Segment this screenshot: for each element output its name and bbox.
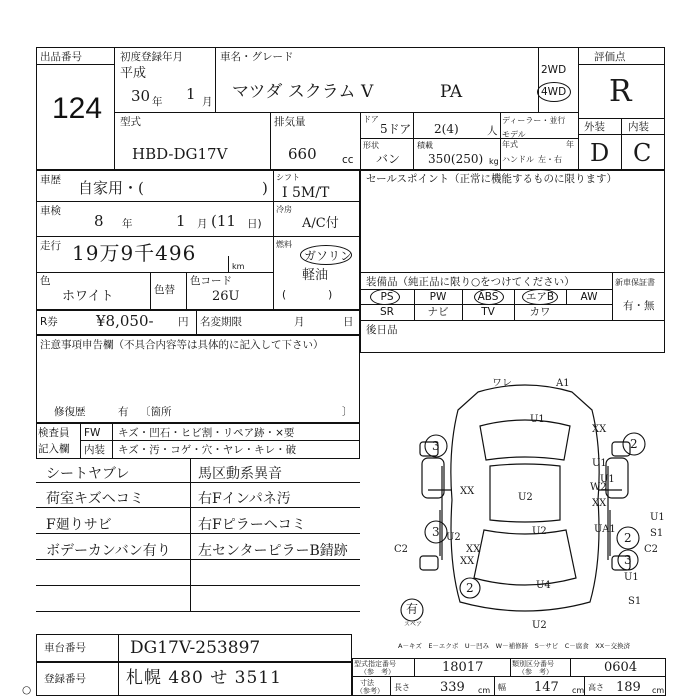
divider <box>36 507 360 508</box>
divider <box>150 272 151 310</box>
class-num-sub: （参 考） <box>518 668 553 676</box>
shape-value: バン <box>376 152 401 166</box>
model-value: HBD-DG17V <box>132 145 228 163</box>
displacement-value: 660 <box>288 145 317 163</box>
mark-s1-far: S1 <box>650 528 664 539</box>
model-label: 型式 <box>120 116 141 128</box>
dims-sub: （参考） <box>356 687 384 695</box>
inspector-label1: 検査員 <box>38 427 70 439</box>
lot-number: 124 <box>52 92 103 125</box>
mark-u1-rear: U1 <box>624 572 639 583</box>
comment-right-3: 右Fピラーヘコミ <box>198 517 306 533</box>
divider <box>114 47 115 170</box>
color-label: 色 <box>40 275 51 287</box>
divider <box>510 658 511 676</box>
chassis-label: 車台番号 <box>44 642 86 654</box>
warranty-value: 有・無 <box>623 300 655 312</box>
dims-wid: 147 <box>534 680 559 695</box>
score-label: 評価点 <box>594 51 626 63</box>
divider <box>36 482 360 483</box>
score-ext-label: 外装 <box>584 121 605 133</box>
first-reg-year: 30 <box>131 87 151 105</box>
history-value: 自家用・( <box>78 179 144 197</box>
divider <box>352 676 666 677</box>
handle-opts: 左・右 <box>538 155 562 164</box>
plate-label: 登録番号 <box>44 673 86 685</box>
color-swap-label: 色替 <box>154 284 175 296</box>
load-label: 積載 <box>417 141 433 150</box>
repair-label: 修復歴 <box>54 406 86 418</box>
divider <box>578 64 665 65</box>
inspection-month: 1 <box>176 212 186 230</box>
fuel-paren: ( ) <box>282 289 333 301</box>
divider <box>114 112 578 113</box>
car-grade-value: PA <box>440 82 463 102</box>
divider <box>36 236 360 237</box>
inspection-year: 8 <box>94 212 104 230</box>
mark-xx-tr: XX <box>592 424 607 435</box>
windshield <box>480 420 570 460</box>
dealer-model-label: モデル <box>502 130 526 139</box>
dealer-year-unit: 年 <box>566 140 574 149</box>
shift-value: I 5M/T <box>282 185 330 201</box>
equip-airbag-circle <box>522 289 558 305</box>
dims-len-label: 長さ <box>394 683 410 692</box>
fuel-value2: 軽油 <box>302 268 329 283</box>
equip-sr: SR <box>380 306 394 318</box>
inspector-label2: 記入欄 <box>38 443 70 455</box>
fuel-label: 燃料 <box>276 240 292 249</box>
page-mark: ○ <box>22 684 32 696</box>
mark-c2-right: C2 <box>644 544 659 555</box>
inspection-year-unit: 年 <box>122 218 133 230</box>
wheel-fr <box>612 442 630 456</box>
tire-rr: 3 <box>624 553 632 567</box>
color-code-value: 26U <box>212 289 240 304</box>
comment-right-4: 左センターピラーB錆跡 <box>198 543 348 559</box>
first-reg-month-unit: 月 <box>202 96 213 108</box>
sales-block <box>360 170 665 353</box>
mark-xx-left: XX <box>460 486 475 497</box>
spare-note: スペア <box>404 621 423 628</box>
inspector-ext-label: FW <box>84 427 101 439</box>
capacity-value: 2(4) <box>434 122 459 136</box>
load-unit: kg <box>489 157 499 166</box>
divider <box>584 676 585 696</box>
divider <box>360 320 665 321</box>
divider <box>270 112 271 170</box>
repair-value: 有 <box>118 406 129 418</box>
inspector-int-label: 内装 <box>84 444 105 456</box>
inspection-month-unit: 月 <box>197 218 208 230</box>
equip-abs-circle <box>474 289 504 305</box>
first-reg-month: 1 <box>186 85 196 103</box>
comment-right-1: 馬区動系異音 <box>198 466 282 482</box>
divider <box>190 459 191 611</box>
fuel-selected-circle <box>300 245 352 265</box>
car-name-label: 車名・グレード <box>220 51 294 63</box>
mark-u1-right: U1 <box>592 458 607 469</box>
mark-u2-bottom: U2 <box>532 620 547 631</box>
equip-tv: TV <box>481 306 495 318</box>
divider <box>36 611 360 612</box>
comment-left-3: F廻りサビ <box>46 517 112 533</box>
divider <box>36 64 114 65</box>
warranty-label: 新車保証書 <box>615 278 655 287</box>
ac-value: A/C付 <box>302 216 339 231</box>
color-code-label: 色コード <box>190 275 232 287</box>
sales-point-label: セールスポイント（正常に機能するものに限ります） <box>366 173 618 185</box>
legend: A－キズ E－エクボ U－凹み W－補修跡 S－サビ C－腐食 XX－交換済 <box>398 642 631 650</box>
mark-u1-mr: U1 <box>600 474 615 485</box>
mileage-label: 走行 <box>40 240 61 252</box>
deadline-label: 名変期限 <box>200 316 242 328</box>
recycle-unit: 円 <box>178 316 189 328</box>
tire-mr: 2 <box>624 531 632 545</box>
mark-c2-left: C2 <box>394 544 409 555</box>
class-num-label: 類別区分番号 <box>512 660 554 668</box>
capacity-unit: 人 <box>487 125 498 137</box>
lot-label: 出品番号 <box>40 51 82 63</box>
equip-leather: カワ <box>529 306 551 318</box>
divider <box>500 112 501 170</box>
divider <box>215 47 216 112</box>
recycle-value: ¥8,050- <box>96 312 154 330</box>
equip-abs: ABS <box>477 291 499 303</box>
first-reg-era: 平成 <box>120 66 147 81</box>
rear-window <box>474 530 576 585</box>
car-damage-diagram <box>380 370 670 632</box>
inspector-ext-items: キズ・凹石・ヒビ割・リペア跡・×要 <box>118 427 295 439</box>
score-int-value: C <box>633 139 652 167</box>
dims-hei-label: 高さ <box>588 683 604 692</box>
dims-hei: 189 <box>616 680 641 695</box>
comment-left-2: 荷室キズヘコミ <box>46 491 144 507</box>
dealer-label: ディーラー・並行 <box>502 116 566 125</box>
divider <box>80 423 81 459</box>
equipment-label: 装備品（純正品に限り○をつけてください） <box>366 276 575 288</box>
divider <box>390 676 391 696</box>
displacement-unit: cc <box>342 154 354 166</box>
recycle-label: R券 <box>40 316 58 328</box>
dims-label: 寸法 <box>360 679 374 687</box>
mark-u1-far: U1 <box>650 512 665 523</box>
dims-wid-label: 幅 <box>498 683 506 692</box>
divider <box>360 272 665 273</box>
equip-ps-circle <box>370 289 400 305</box>
mark-xx-right: XX <box>592 498 607 509</box>
mark-u1-top: U1 <box>530 414 545 425</box>
spare-mark: 有 <box>406 602 419 616</box>
drive-2wd: 2WD <box>541 64 567 76</box>
dims-wid-unit: cm <box>572 686 585 695</box>
history-label: 車歴 <box>40 174 61 186</box>
inspection-label: 車検 <box>40 205 61 217</box>
divider <box>612 272 613 320</box>
ac-label: 冷房 <box>276 205 292 214</box>
mark-u2-mid: U2 <box>532 526 547 537</box>
divider <box>413 112 414 170</box>
comment-right-2: 右Fインパネ汚 <box>198 491 291 507</box>
divider <box>36 533 360 534</box>
history-close: ) <box>262 179 268 197</box>
score-ext-value: D <box>590 139 610 167</box>
inspector-int-items: キズ・汚・コゲ・穴・ヤレ・キレ・破 <box>118 444 297 456</box>
inspection-day-unit: 日) <box>247 218 262 230</box>
divider <box>570 658 571 676</box>
mileage-unit: km <box>232 262 245 271</box>
divider <box>360 112 361 170</box>
mark-u2-center: U2 <box>518 492 533 503</box>
type-num-label: 型式指定番号 <box>354 660 396 668</box>
type-num-sub: （参 考） <box>360 668 395 676</box>
mark-s1-rear: S1 <box>628 596 642 607</box>
mark-w2: W2 <box>590 482 607 493</box>
mark-u2-ml: U2 <box>446 532 461 543</box>
equip-airbag: エアB <box>525 291 555 303</box>
first-reg-year-unit: 年 <box>152 96 163 108</box>
doors-value: 5ドア <box>380 122 412 136</box>
divider <box>36 559 360 560</box>
notes-label: 注意事項申告欄（不具合内容等は具体的に記入して下さい） <box>40 339 324 351</box>
drive-4wd: 4WD <box>541 86 567 98</box>
car-name-value: マツダ スクラム V <box>232 82 374 102</box>
dims-hei-unit: cm <box>652 686 665 695</box>
divider <box>186 272 187 310</box>
type-num-value: 18017 <box>442 660 484 675</box>
recycle-row <box>36 310 360 335</box>
tire-fl: 3 <box>432 439 440 453</box>
shift-label: シフト <box>276 173 300 182</box>
tire-fr: 2 <box>630 437 638 451</box>
dealer-year-label: 年式 <box>502 140 518 149</box>
divider <box>36 272 273 273</box>
first-reg-label: 初度登録年月 <box>120 51 183 63</box>
equip-aw: AW <box>580 291 598 303</box>
mark-xx-ml2: XX <box>460 556 475 567</box>
mark-a1: A1 <box>556 378 570 389</box>
mileage-value: 19万9千496 <box>72 241 197 265</box>
divider <box>360 138 578 139</box>
divider <box>36 585 360 586</box>
divider <box>36 201 360 202</box>
divider <box>196 310 197 335</box>
divider <box>578 47 579 170</box>
score-int-label: 内装 <box>628 121 649 133</box>
fuel-value1: ガソリン <box>304 249 353 263</box>
divider <box>273 170 274 310</box>
comment-left-1: シートヤブレ <box>46 466 130 482</box>
handle-label: ハンドル <box>502 155 534 164</box>
mark-xx-ml: XX <box>466 544 481 555</box>
after-install-label: 後日品 <box>366 324 398 336</box>
mirror-left <box>422 458 444 498</box>
divider <box>621 118 622 170</box>
deadline-day: 日 <box>343 316 354 328</box>
score-value: R <box>609 74 632 109</box>
equip-ps: PS <box>380 291 394 303</box>
divider <box>80 440 360 441</box>
deadline-month: 月 <box>294 316 305 328</box>
divider <box>414 658 415 676</box>
chassis-value: DG17V-253897 <box>130 638 261 658</box>
displacement-label: 排気量 <box>274 116 306 128</box>
wheel-rl <box>420 556 438 570</box>
equip-pw: PW <box>429 291 447 303</box>
doors-label: ドア <box>363 115 379 124</box>
repair-location-label: 〔箇所 <box>140 406 172 418</box>
tire-ml: 3 <box>432 525 440 539</box>
drive-selected-circle <box>537 82 571 102</box>
mark-u4: U4 <box>536 580 551 591</box>
divider <box>538 47 539 112</box>
equip-navi: ナビ <box>427 306 449 318</box>
class-num-value: 0604 <box>604 660 638 675</box>
shape-label: 形状 <box>363 141 379 150</box>
color-value: ホワイト <box>62 289 114 304</box>
divider <box>228 256 229 272</box>
mark-ua1: UA1 <box>594 524 616 535</box>
load-value: 350(250) <box>428 152 484 166</box>
tire-rl: 2 <box>466 581 474 595</box>
repair-location-close: 〕 <box>342 406 353 418</box>
dims-len-unit: cm <box>478 686 491 695</box>
divider <box>494 676 495 696</box>
inspection-day: (11 <box>211 212 236 230</box>
comment-left-4: ボデーカンバン有り <box>46 543 171 559</box>
dims-len: 339 <box>440 680 465 695</box>
plate-value: 札幌 480 せ 3511 <box>126 668 282 688</box>
mark-ware: ワレ <box>492 378 512 389</box>
divider <box>112 423 113 459</box>
